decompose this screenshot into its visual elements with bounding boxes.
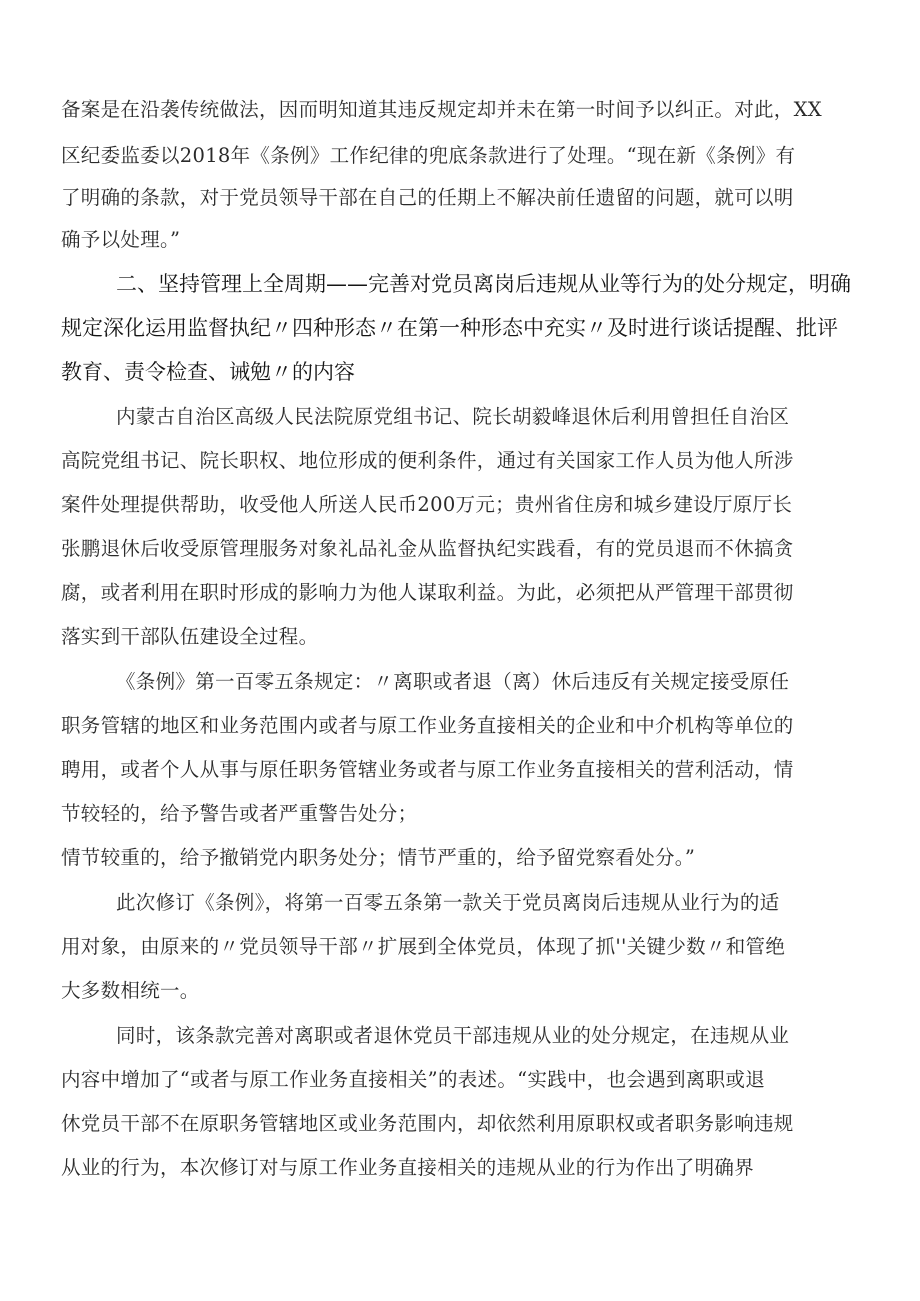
text-line: 内蒙古自治区高级人民法院原党组书记、院长胡毅峰退休后利用曾担任自治区 <box>116 405 790 428</box>
text-line: 节较轻的，给予警告或者严重警告处分； <box>61 802 418 825</box>
text-line: 高院党组书记、院长职权、地位形成的便利条件，通过有关国家工作人员为他人所涉 <box>61 449 794 472</box>
text-line: 此次修订《条例》，将第一百零五条第一款关于党员离岗后违规从业行为的适 <box>116 891 780 914</box>
text-line: 情节较重的，给予撤销党内职务处分；情节严重的，给予留党察看处分。” <box>61 846 696 869</box>
text-line: 用对象，由原来的〃党员领导干部〃扩展到全体党员，体现了抓''关键少数〃和管绝 <box>61 935 786 958</box>
text-line: 同时，该条款完善对离职或者退休党员干部违规从业的处分规定，在违规从业 <box>116 1024 790 1047</box>
text-line: 确予以处理。” <box>61 228 181 251</box>
heading-line: 教育、责令检查、诫勉〃的内容 <box>61 360 355 384</box>
text-line: 《条例》第一百零五条规定：〃离职或者退（离）休后违反有关规定接受原任 <box>116 670 790 693</box>
text-line: 聘用，或者个人从事与原任职务管辖业务或者与原工作业务直接相关的营利活动，情 <box>61 758 794 781</box>
text-line: 备案是在沿袭传统做法，因而明知道其违反规定却并未在第一时间予以纠正。对此，XX <box>61 98 822 121</box>
text-line: 案件处理提供帮助，收受他人所送人民币200万元；贵州省住房和城乡建设厅原厅长 <box>61 493 793 516</box>
heading-line: 二、坚持管理上全周期——完善对党员离岗后违规从业等行为的处分规定，明确 <box>116 272 851 296</box>
text-line: 大多数相统一。 <box>61 979 200 1002</box>
text-line: 张鹏退休后收受原管理服务对象礼品礼金从监督执纪实践看，有的党员退而不休搞贪 <box>61 537 794 560</box>
text-line: 职务管辖的地区和业务范围内或者与原工作业务直接相关的企业和中介机构等单位的 <box>61 714 794 737</box>
text-line: 休党员干部不在原职务管辖地区或业务范围内，却依然利用原职权或者职务影响违规 <box>61 1112 794 1135</box>
text-line: 落实到干部队伍建设全过程。 <box>61 625 319 648</box>
text-line: 区纪委监委以2018年《条例》工作纪律的兜底条款进行了处理。“现在新《条例》有 <box>61 144 796 167</box>
heading-line: 规定深化运用监督执纪〃四种形态〃在第一种形态中充实〃及时进行谈话提醒、批评 <box>61 316 838 340</box>
text-line: 内容中增加了“或者与原工作业务直接相关”的表述。“实践中，也会遇到离职或退 <box>61 1068 766 1091</box>
text-line: 了明确的条款，对于党员领导干部在自己的任期上不解决前任遗留的问题，就可以明 <box>61 186 794 209</box>
text-line: 腐，或者利用在职时形成的影响力为他人谋取利益。为此，必须把从严管理干部贯彻 <box>61 581 794 604</box>
text-line: 从业的行为，本次修订对与原工作业务直接相关的违规从业的行为作出了明确界 <box>61 1156 755 1179</box>
